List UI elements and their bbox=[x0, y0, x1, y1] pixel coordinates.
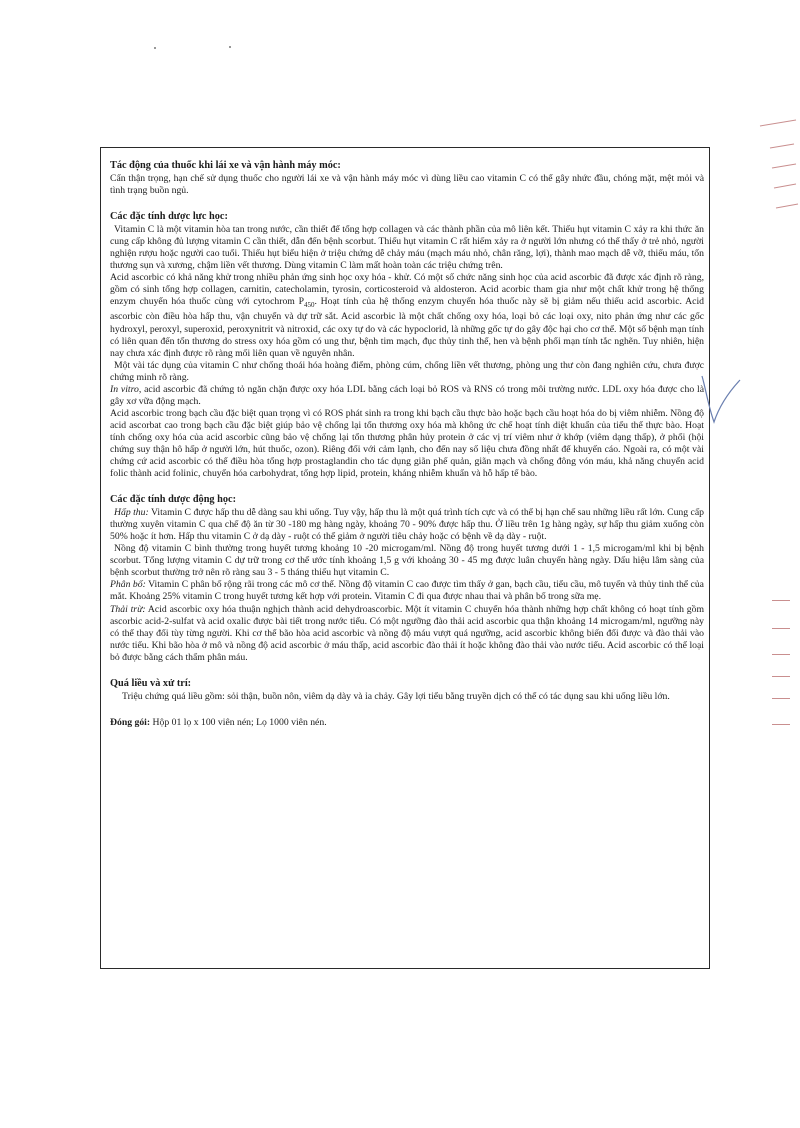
paragraph bbox=[110, 272, 704, 359]
tick-mark bbox=[772, 654, 790, 655]
section-pharmacokinetics bbox=[110, 494, 704, 664]
paragraph bbox=[110, 384, 704, 408]
tick-mark bbox=[772, 676, 790, 677]
italic-term: In vitro bbox=[110, 383, 139, 395]
packaging-line bbox=[110, 717, 704, 729]
tick-mark bbox=[772, 600, 790, 601]
tick-mark bbox=[772, 698, 790, 699]
section-title: Quá liều và xử trí: bbox=[110, 677, 192, 689]
pen-check-mark-icon bbox=[696, 370, 756, 440]
paragraph: Một vài tác dụng của vitamin C như chống thoái hóa hoàng điểm, phòng cúm, chống liền vết thương, phòng ung thư còn đang nghiên cứu, chưa được chứng minh rõ ràng. bbox=[110, 359, 704, 383]
text-run: , acid ascorbic đã chứng tỏ ngăn chặn được oxy hóa LDL bằng cách loại bỏ ROS và RNS có trong môi trường nước. LDL oxy hóa được cho là gây xơ vữa động mạch. bbox=[110, 383, 704, 407]
leaflet-content bbox=[110, 160, 704, 729]
text-run: Vitamin C phân bố rộng rãi trong các mô cơ thể. Nồng độ vitamin C cao được tìm thấy ở gan, bạch cầu, tiểu cầu, mô tuyến và thủy tinh thể của mắt. Khoảng 25% vitamin C trong huyết tương kết hợp với protein. Vitamin C đi qua được nhau thai và phân bố trong sữa mẹ. bbox=[110, 579, 704, 603]
section-title: Tác động của thuốc khi lái xe và vận hành máy móc: bbox=[110, 160, 341, 171]
section-overdose bbox=[110, 678, 704, 703]
paragraph: Triệu chứng quá liều gồm: sỏi thận, buồn nôn, viêm dạ dày và ỉa chảy. Gây lợi tiểu bằng truyền dịch có thể có tác dụng sau khi uống liều lớn. bbox=[122, 690, 670, 702]
scan-speck bbox=[229, 46, 231, 48]
text-run: . Hoạt tính của hệ thống enzym chuyển hóa thuốc này sẽ bị giảm nếu thiếu acid ascorbic. Acid ascorbic còn điều hòa hấp thu, vận chuyển và dự trữ sắt. Acid ascorbic là một chất chống oxy hóa, loại bỏ các loại oxy, nito phản ứng như các gốc hydroxyl, peroxyl, superoxid, peroxynitrit và nitroxid, các oxy tự do và các hypoclorid, là những gốc tự do gây độc hại cho cơ thể. Một số bệnh mạn tính có liên quan đến tổn thương do stress oxy hóa gồm có ung thư, bệnh tim mạch, đục thủy tinh thể, hen và bệnh phổi mạn tính tắc nghẽn. Tuy nhiên, hiện nay chưa xác định được rõ ràng mối liên quan về nguyên nhân. bbox=[110, 296, 704, 359]
text-run: Acid ascorbic có khả năng khử trong nhiều phản ứng sinh học oxy hóa - khử. Có một số chức năng sinh học của acid ascorbic đã được xác định rõ ràng, gồm có sinh tổng hợp collagen, carnitin, catecholamin, tyrosin, corticosteroid và aldosteron. Acid acorbic tham gia như một chất khử trong hệ thống enzym chuyển hóa thuốc cùng với cytochrom P bbox=[110, 272, 704, 308]
text-run: Acid ascorbic oxy hóa thuận nghịch thành acid dehydroascorbic. Một ít vitamin C chuyển hóa thành những hợp chất không có hoạt tính gồm ascorbic acid-2-sulfat và acid oxalic được bài tiết trong nước tiểu. Có một ngưỡng đào thải acid ascorbic qua thận khoảng 14 microgam/ml, ngưỡng này có thể thay đổi tùy từng người. Khi cơ thể bão hòa acid ascorbic và nồng độ máu vượt quá ngưỡng, acid ascorbic không biến đổi được và đào thải vào nước tiểu. Khi bão hòa ở mô và nồng độ acid ascorbic ở máu thấp, acid ascorbic đào thải ít hoặc không đào thải vào nước tiểu. Acid ascorbic có thể loại bỏ được bằng cách thẩm phân máu. bbox=[110, 603, 704, 663]
margin-ticks bbox=[766, 600, 790, 740]
paragraph-distribution bbox=[110, 579, 704, 603]
section-pharmacodynamics bbox=[110, 211, 704, 480]
section-driving bbox=[110, 160, 704, 197]
section-title: Các đặc tính dược lực học: bbox=[110, 211, 228, 223]
stamp-fragment-icon bbox=[756, 118, 800, 228]
absorption-label: Hấp thu: bbox=[114, 507, 149, 519]
section-title: Các đặc tính dược động học: bbox=[110, 494, 237, 506]
paragraph: Cẩn thận trọng, hạn chế sử dụng thuốc cho người lái xe và vận hành máy móc vì dùng liều cao vitamin C có thể gây nhức đầu, chóng mặt, mệt mỏi và tình trạng buồn ngủ. bbox=[110, 173, 704, 197]
packaging-label: Đóng gói: bbox=[110, 716, 151, 728]
elimination-label: Thải trừ: bbox=[110, 603, 146, 615]
packaging-text: Hộp 01 lọ x 100 viên nén; Lọ 1000 viên nén. bbox=[150, 716, 327, 728]
tick-mark bbox=[772, 628, 790, 629]
paragraph-concentration: Nồng độ vitamin C bình thường trong huyết tương khoảng 10 -20 microgam/ml. Nồng độ trong huyết tương dưới 1 - 1,5 microgam/ml khi bị bệnh scorbut. Tổng lượng vitamin C dự trữ trong cơ thể ước tính khoảng 1,5 g với khoảng 30 - 45 mg được luân chuyển hàng ngày. Dấu hiệu lâm sàng của bệnh scorbut thường trở nên rõ ràng sau 3 - 5 tháng thiếu hụt vitamin C. bbox=[110, 543, 704, 579]
tick-mark bbox=[772, 724, 790, 725]
paragraph: Acid ascorbic trong bạch cầu đặc biệt quan trọng vì có ROS phát sinh ra trong khi bạch cầu thực bào hoặc bạch cầu hoạt hóa do bị viêm nhiễm. Nồng độ acid ascorbat cao trong bạch cầu đặc biệt giúp bảo vệ chống lại tổn thương oxy hóa mà không ức chế hoạt tính diệt khuẩn của tiểu thể thực bào. Hoạt tính chống oxy hóa của acid ascorbic cũng bảo vệ chống lại tổn thương phân hủy protein ở các vị trí viêm như ở khớp (viêm dạng thấp), ở phổi (hội chứng suy thận hô hấp ở người lớn, hút thuốc, ozon). Riêng đối với cảm lạnh, cho đến nay số liệu chưa đồng nhất để khuyến cáo. Ngoài ra, có một vài chứng cứ acid ascorbic có thể điều hòa tổng hợp prostaglandin cho tác dụng giãn phế quản, giãn mạch và chống đông vón máu, khả năng chuyển acid folic thành acid folinic, chuyển hóa carbohydrat, tổng hợp lipid, protein, kháng nhiễm khuẩn và hỗ hấp tế bào. bbox=[110, 407, 704, 480]
paragraph-absorption bbox=[110, 507, 704, 543]
margin-stamp-fragment bbox=[756, 118, 800, 228]
paragraph-elimination bbox=[110, 604, 704, 664]
paragraph: Vitamin C là một vitamin hòa tan trong nước, cần thiết để tổng hợp collagen và các thành phần của mô liên kết. Thiếu hụt vitamin C xảy ra khi thức ăn cung cấp không đủ lượng vitamin C cần thiết, dẫn đến bệnh scorbut. Thiếu hụt vitamin C rất hiếm xảy ra ở người lớn nhưng có thể thấy ở trẻ nhỏ, người nghiện rượu hoặc người cao tuổi. Thiếu hụt biểu hiện ở triệu chứng dễ chảy máu (mạch máu nhỏ, chân răng, lợi), thành mao mạch dễ vỡ, thiếu máu, tổn thương sụn và xương, chậm liền vết thương. Dùng vitamin C làm mất hoàn toàn các triệu chứng trên. bbox=[110, 224, 704, 272]
scan-speck bbox=[154, 47, 156, 49]
text-run: Vitamin C được hấp thu dễ dàng sau khi uống. Tuy vậy, hấp thu là một quá trình tích cực và có thể bị hạn chế sau những liều rất lớn. Cung cấp thường xuyên vitamin C qua chế độ ăn từ 30 -180 mg hàng ngày, khoảng 70 - 90% được hấp thu. Ở liều trên 1g hàng ngày, sự hấp thu giảm xuống còn 50% hoặc ít hơn. Hấp thu vitamin C ở dạ dày - ruột có thể giảm ở người tiêu chảy hoặc có bệnh về dạ dày - ruột. bbox=[110, 507, 704, 543]
subscript: 450 bbox=[303, 301, 315, 310]
distribution-label: Phân bố: bbox=[110, 579, 146, 591]
